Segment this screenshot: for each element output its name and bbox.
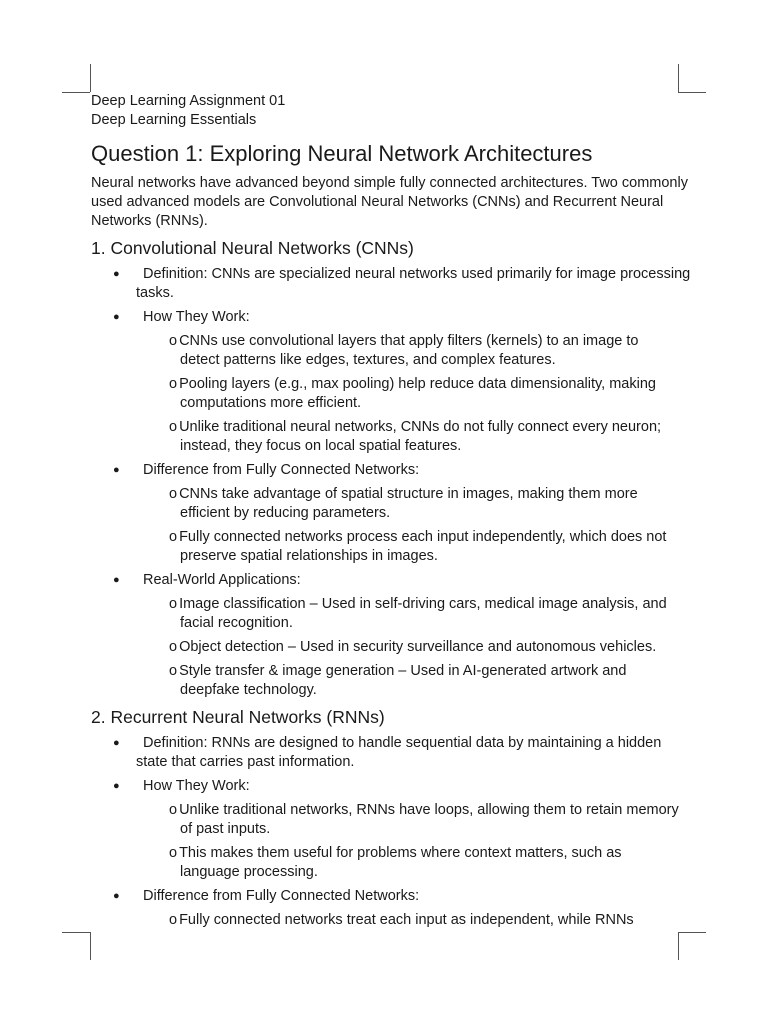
intro-paragraph: Neural networks have advanced beyond simple fully connected architectures. Two commonly used advanced models are Convolutional Neural Networks (CNNs) and Recurrent Neural Networks (RNNs). bbox=[91, 175, 688, 229]
sub-bullet-icon: o bbox=[169, 529, 178, 545]
bullet-item bbox=[91, 571, 691, 590]
sub-bullet-item bbox=[91, 638, 691, 657]
sub-bullet-text: Unlike traditional neural networks, CNNs do not fully connect every neuron; instead, they focus on local spatial features. bbox=[179, 419, 662, 454]
sub-bullet-icon: o bbox=[169, 419, 178, 435]
bullet-text: Difference from Fully Connected Networks: bbox=[143, 888, 420, 904]
section-heading-rnn: 2. Recurrent Neural Networks (RNNs) bbox=[91, 707, 385, 727]
bullet-icon: ● bbox=[113, 574, 120, 586]
crop-mark-top-left-vertical bbox=[90, 64, 91, 92]
sub-bullet-text: Style transfer & image generation – Used in AI-generated artwork and deepfake technology. bbox=[179, 663, 627, 698]
bullet-text: How They Work: bbox=[143, 309, 250, 325]
sub-bullet-text: Unlike traditional networks, RNNs have loops, allowing them to retain memory of past inputs. bbox=[179, 802, 679, 837]
sub-bullet-text: CNNs use convolutional layers that apply filters (kernels) to an image to detect patterns like edges, textures, and complex features. bbox=[179, 333, 639, 368]
sub-bullet-icon: o bbox=[169, 333, 178, 349]
document-page bbox=[91, 92, 691, 935]
sub-bullet-icon: o bbox=[169, 802, 178, 818]
sub-bullet-item bbox=[91, 418, 691, 456]
bullet-item bbox=[91, 265, 691, 303]
sub-bullet-item bbox=[91, 485, 691, 523]
section-heading-cnn: 1. Convolutional Neural Networks (CNNs) bbox=[91, 238, 414, 258]
crop-mark-bottom-left-horizontal bbox=[62, 932, 90, 933]
sub-bullet-item bbox=[91, 662, 691, 700]
sub-bullet-icon: o bbox=[169, 663, 178, 679]
sub-bullet-icon: o bbox=[169, 486, 178, 502]
sub-bullet-icon: o bbox=[169, 912, 178, 928]
bullet-text: Definition: RNNs are designed to handle sequential data by maintaining a hidden state that carries past information. bbox=[136, 735, 662, 770]
crop-mark-top-left-horizontal bbox=[62, 92, 90, 93]
bullet-icon: ● bbox=[113, 311, 120, 323]
sub-bullet-item bbox=[91, 595, 691, 633]
sub-bullet-icon: o bbox=[169, 376, 178, 392]
sub-bullet-item bbox=[91, 332, 691, 370]
bullet-icon: ● bbox=[113, 780, 120, 792]
sub-bullet-icon: o bbox=[169, 639, 178, 655]
bullet-item bbox=[91, 461, 691, 480]
assignment-title: Deep Learning Assignment 01 bbox=[91, 93, 286, 109]
bullet-text: How They Work: bbox=[143, 778, 250, 794]
bullet-text: Real-World Applications: bbox=[143, 572, 301, 588]
sub-bullet-text: Image classification – Used in self-driving cars, medical image analysis, and facial recognition. bbox=[179, 596, 667, 631]
bullet-text: Definition: CNNs are specialized neural networks used primarily for image processing tasks. bbox=[136, 266, 691, 301]
sub-bullet-text: Fully connected networks process each input independently, which does not preserve spatial relationships in images. bbox=[179, 529, 667, 564]
sub-bullet-item bbox=[91, 375, 691, 413]
sub-bullet-item bbox=[91, 911, 691, 930]
sub-bullet-item bbox=[91, 844, 691, 882]
crop-mark-top-right-vertical bbox=[678, 64, 679, 92]
crop-mark-bottom-left-vertical bbox=[90, 932, 91, 960]
sub-bullet-text: Object detection – Used in security surveillance and autonomous vehicles. bbox=[179, 639, 657, 655]
sub-bullet-item bbox=[91, 801, 691, 839]
sub-bullet-text: CNNs take advantage of spatial structure in images, making them more efficient by reducing parameters. bbox=[179, 486, 638, 521]
course-name: Deep Learning Essentials bbox=[91, 112, 257, 128]
sub-bullet-text: This makes them useful for problems where context matters, such as language processing. bbox=[179, 845, 622, 880]
bullet-text: Difference from Fully Connected Networks: bbox=[143, 462, 420, 478]
bullet-item bbox=[91, 887, 691, 906]
bullet-icon: ● bbox=[113, 737, 120, 749]
sub-bullet-icon: o bbox=[169, 596, 178, 612]
sub-bullet-item bbox=[91, 528, 691, 566]
bullet-icon: ● bbox=[113, 890, 120, 902]
bullet-item bbox=[91, 777, 691, 796]
bullet-icon: ● bbox=[113, 268, 120, 280]
bullet-item bbox=[91, 308, 691, 327]
sub-bullet-icon: o bbox=[169, 845, 178, 861]
crop-mark-bottom-right-vertical bbox=[678, 932, 679, 960]
sub-bullet-text: Pooling layers (e.g., max pooling) help reduce data dimensionality, making computations more efficient. bbox=[179, 376, 656, 411]
bullet-item bbox=[91, 734, 691, 772]
sub-bullet-text: Fully connected networks treat each input as independent, while RNNs bbox=[179, 912, 634, 928]
bullet-icon: ● bbox=[113, 464, 120, 476]
question-title: Question 1: Exploring Neural Network Architectures bbox=[91, 141, 593, 166]
